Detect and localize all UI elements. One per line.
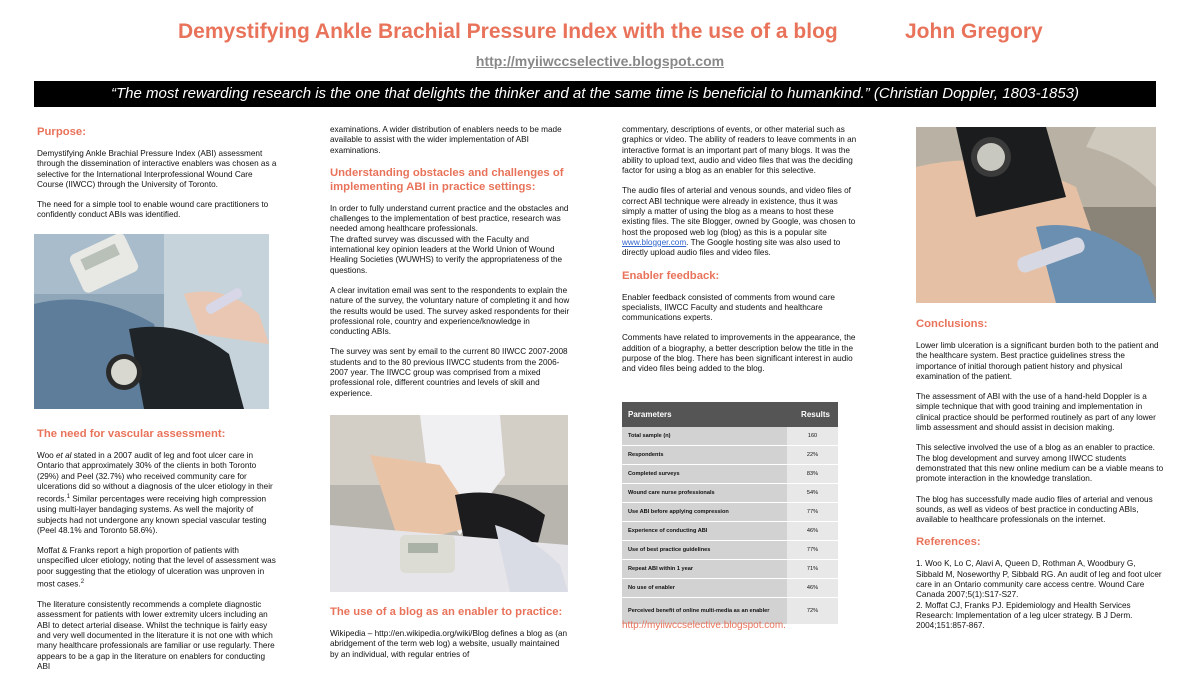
col3-text-a: The audio files of arterial and venous sounds, and video files of correct ABI technique were already in existence, thus it was simply a matter of using the blog as a means to host these existing files. The site Blogger, owned by Google, was chosen to host the proposed web log (blog) as this is a popular site: [622, 186, 856, 237]
table-cell-result: 46%: [787, 579, 838, 597]
table-cell-parameter: Total sample (n): [622, 427, 787, 445]
col2-paragraph-4: Wikipedia – http://en.wikipedia.org/wiki/Blog defines a blog as (an abridgement of the term web log) a website, usually maintained by an individual, with regular entries of: [330, 629, 568, 659]
reference-2: 2. Moffat CJ, Franks PJ. Epidemiology and Health Services Research: Implementation of a leg ulcer strategy. B J Derm. 2004;151:857-867.: [916, 600, 1133, 631]
table-cell-parameter: Wound care nurse professionals: [622, 484, 787, 502]
table-row: [622, 484, 838, 503]
obstacles-heading: Understanding obstacles and challenges of implementing ABI in practice settings:: [330, 166, 564, 193]
table-cell-parameter: Use ABI before applying compression: [622, 503, 787, 521]
table-cell-result: 77%: [787, 503, 838, 521]
survey-results-table: [622, 402, 838, 614]
vascular-heading: The need for vascular assessment:: [37, 428, 226, 440]
doppler-arm-photo: [34, 234, 269, 409]
blog-enabler-heading: The use of a blog as an enabler to practice:: [330, 606, 563, 618]
column-1-top: [37, 125, 277, 221]
ankle-doppler-photo: [330, 415, 568, 592]
col3-paragraph-2: Enabler feedback consisted of comments from wound care specialists, IIWCC Faculty and students and healthcare communications experts.: [622, 292, 835, 323]
table-cell-result: 54%: [787, 484, 838, 502]
poster-title-bar: [0, 20, 1200, 50]
table-header-parameters: Parameters: [628, 410, 672, 419]
table-cell-parameter: Perceived benefit of online multi-media as an enabler: [622, 598, 787, 624]
table-cell-parameter: Use of best practice guidelines: [622, 541, 787, 559]
vascular-text-2: Moffat & Franks report a high proportion of patients with unspecified ulcer etiology, noting that the level of assessment was poor suggesting that the etiology of ulceration was unproven in most cases.: [37, 546, 276, 589]
conclusions-heading: Conclusions:: [916, 318, 988, 330]
table-row: [622, 427, 838, 446]
column-3-top: [622, 125, 862, 375]
table-row: [622, 465, 838, 484]
table-cell-parameter: Respondents: [622, 446, 787, 464]
cuff-doppler-photo: [916, 127, 1156, 303]
vascular-text-b: stated in a 2007 audit of leg and foot ulcer care in Ontario that approximately 30% of the clients in both Toronto (29%) and Peel (32.7%) who received community care for ulcerations did so without a diagnosis of the ulcer etiology in their records.: [37, 451, 273, 504]
reference-1: 1. Woo K, Lo C, Alavi A, Queen D, Rothman A, Woodbury G, Sibbald M, Noseworthy P, Sibbald RG. An audit of leg and foot ulcer care in an Ontario community care access centre. Wound Care Canada 2007;5(1):S17-S27.: [916, 559, 1162, 600]
purpose-heading: Purpose:: [37, 126, 86, 138]
conclusions-paragraph-1: Lower limb ulceration is a significant burden both to the patient and the healthcare system. Best practice guidelines stress the importance of initial thorough patient history and physical examination of the patient.: [916, 341, 1159, 381]
table-header-row: [622, 402, 838, 427]
vascular-text-c: Similar percentages were receiving high compression using multi-layer bandaging systems. As well the majority of subjects had not undergone any known special vascular testing (Peel 48.1% and Toronto 58.6%).: [37, 494, 267, 535]
col2-paragraph-0: examinations. A wider distribution of enablers needs to be made available to assist with the wider implementation of ABI examinations.: [330, 125, 562, 155]
table-row: [622, 541, 838, 560]
doppler-quote: “The most rewarding research is the one that delights the thinker and at the same time is beneficial to humankind.” (Christian Doppler, 1803-1853): [34, 81, 1156, 107]
conclusions-paragraph-2: The assessment of ABI with the use of a hand-held Doppler is a simple technique that with good training and implementation in clinical practice should be performed routinely as part of any lower limb assessment and should assist in decision making.: [916, 392, 1156, 433]
col2-paragraph-2: A clear invitation email was sent to the respondents to explain the nature of the survey, the voluntary nature of completing it and how the results would be used. The survey asked respondents for their professional role, country and experience/knowledge in conducting ABIs.: [330, 285, 570, 337]
citation-1: 1: [66, 494, 70, 501]
references-heading: References:: [916, 536, 981, 549]
col3-text-b: . The Google hosting site was also used to directly upload audio files and video files.: [622, 237, 841, 258]
table-row: [622, 503, 838, 522]
column-2-bottom: [330, 605, 570, 660]
col3-paragraph-3: Comments have related to improvements in the appearance, the addition of a biography, a better description below the title in the purpose of the blog. There has been significant interest in audio and video files being added to the blog.: [622, 333, 856, 374]
table-cell-parameter: Experience of conducting ABI: [622, 522, 787, 540]
table-cell-parameter: No use of enabler: [622, 579, 787, 597]
col2-paragraph-1b: The drafted survey was discussed with the Faculty and international key opinion leaders at the World Union of Wound Healing Societies (WUWHS) to verify the appropriateness of the questions.: [330, 234, 563, 275]
table-row: [622, 560, 838, 579]
purpose-paragraph-1: Demystifying Ankle Brachial Pressure Index (ABI) assessment through the dissemination of interactive enablers was chosen as a selective for the International Interprofessional Wound Care Course (IIWCC) through the University of Toronto.: [37, 149, 277, 189]
table-row: [622, 579, 838, 598]
vascular-paragraph-3: The literature consistently recommends a complete diagnostic assessment for patients with lower extremity ulcers including an ABI to detect arterial disease. Whilst the technique is fairly easy and very well documented in the literature it is not one with which many healthcare professionals are familiar or use regularly. There appears to be a gap in the literature on enablers for conducting ABI: [37, 600, 275, 671]
blog-url-bottom-link[interactable]: http://myiiwccselective.blogspot.com.: [622, 620, 786, 631]
column-2-top: [330, 125, 570, 399]
col2-paragraph-3: The survey was sent by email to the current 80 IIWCC 2007-2008 students and to the 80 previous IIWCC students from the 2006-2007 year. The IIWCC group was comprised from a mixed professional role, different countries and levels of skill and experience.: [330, 347, 568, 398]
table-cell-parameter: Completed surveys: [622, 465, 787, 483]
col2-paragraph-1: In order to fully understand current practice and the obstacles and challenges to the implementation of best practice, research was needed among healthcare professionals.: [330, 203, 569, 234]
conclusions-paragraph-4: The blog has successfully made audio files of arterial and venous sounds, as well as videos of best practice in conducting ABIs, available to healthcare professionals on the internet.: [916, 494, 1153, 525]
table-row: [622, 446, 838, 465]
blog-url-link[interactable]: http://myiiwccselective.blogspot.com: [475, 53, 725, 69]
table-cell-result: 22%: [787, 446, 838, 464]
blogger-link[interactable]: www.blogger.com: [622, 237, 687, 247]
table-cell-result: 72%: [787, 598, 838, 624]
purpose-paragraph-2: The need for a simple tool to enable wound care practitioners to confidently conduct ABIs was identified.: [37, 200, 269, 220]
feedback-heading: Enabler feedback:: [622, 269, 720, 282]
poster-title: Demystifying Ankle Brachial Pressure Index with the use of a blog: [178, 20, 838, 43]
table-cell-result: 160: [787, 427, 838, 445]
table-cell-result: 83%: [787, 465, 838, 483]
vascular-paragraph-1: [37, 451, 277, 536]
column-4: [916, 317, 1164, 632]
table-cell-parameter: Repeat ABI within 1 year: [622, 560, 787, 578]
column-1-bottom: [37, 427, 277, 672]
vascular-paragraph-2: [37, 546, 277, 590]
citation-2: 2: [80, 579, 85, 585]
table-row: [622, 522, 838, 541]
table-cell-result: 71%: [787, 560, 838, 578]
table-cell-result: 77%: [787, 541, 838, 559]
table-header-results: Results: [801, 410, 830, 419]
col3-paragraph-0: commentary, descriptions of events, or other material such as graphics or video. The ability of readers to leave comments in an interactive format is an important part of many blogs. It was the ability to upload text, audio and video files that was the deciding factor for using a blog as an enabler for this selective.: [622, 125, 857, 176]
vascular-text-em: et al: [55, 451, 72, 460]
vascular-text-a: Woo: [37, 451, 56, 460]
col3-paragraph-1: [622, 186, 862, 258]
conclusions-paragraph-3: This selective involved the use of a blog as an enabler to practice. The blog development and survey among IIWCC students demonstrated that this new online medium can be a viable means to promote interaction in the knowledge translation.: [916, 443, 1164, 484]
poster-author: John Gregory: [905, 20, 1043, 43]
table-cell-result: 46%: [787, 522, 838, 540]
